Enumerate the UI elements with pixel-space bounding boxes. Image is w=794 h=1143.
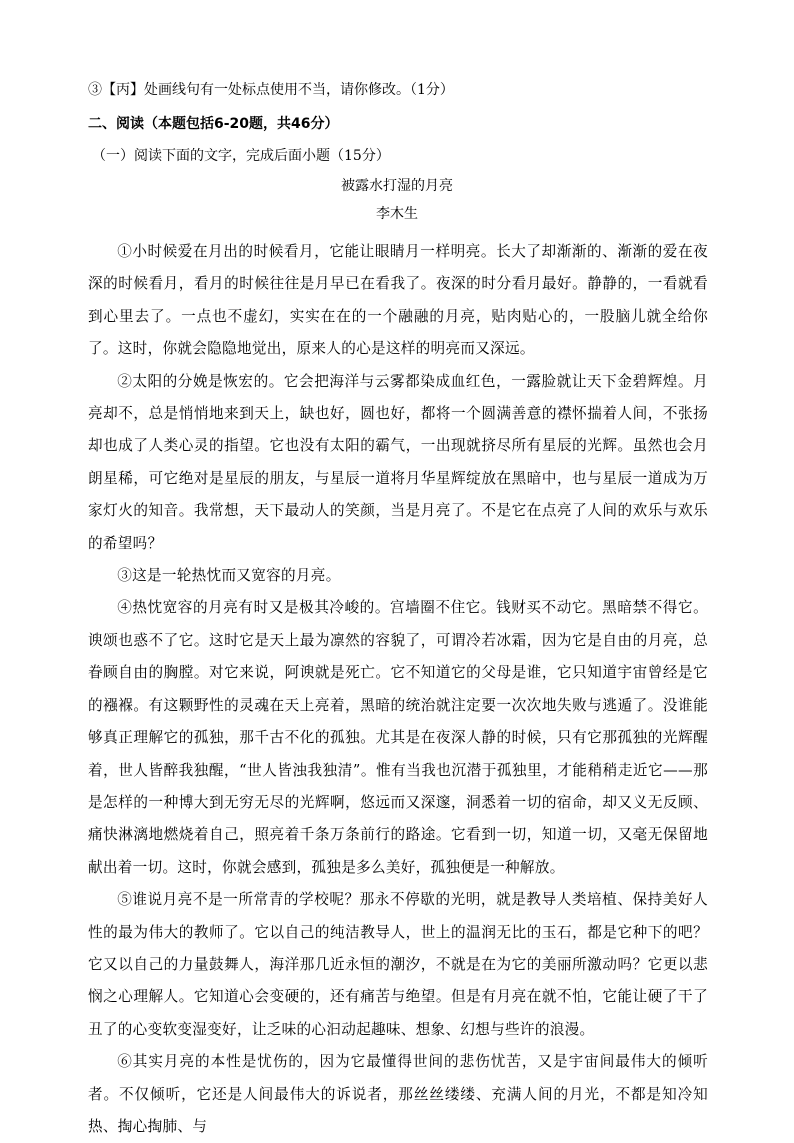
paragraph-2: ②太阳的分娩是恢宏的。它会把海洋与云雾都染成血红色，一露脸就让天下金碧辉煌。月亮却不，总是悄悄地来到天上，缺也好，圆也好，都将一个圆满善意的襟怀揣着人间，不张扬却也成了人类心灵的指望。它也没有太阳的霸气，一出现就挤尽所有星辰的光辉。虽然也会月朗星稀，可它绝对是星辰的朋友，与星辰一道将月华星辉绽放在黑暗中，也与星辰一道成为万家灯火的知音。我常想，天下最动人的笑颜，当是月亮了。不是它在点亮了人间的欢乐与欢乐的希望吗？ <box>88 372 708 552</box>
article-author: 李木生 <box>376 206 418 222</box>
paragraph-3: ③这是一轮热忱而又宽容的月亮。 <box>117 567 341 585</box>
question-line: ③【丙】处画线句有一处标点使用不当，请你修改。（1分） <box>88 82 454 98</box>
section-heading: 二、阅读（本题包括6-20题，共46分） <box>88 116 339 132</box>
article-title: 被露水打湿的月亮 <box>341 178 453 194</box>
paragraph-6: ⑥其实月亮的本性是忧伤的，因为它最懂得世间的悲伤忧苦，又是宇宙间最伟大的倾听者。不仅倾听，它还是人间最伟大的诉说者，那丝丝缕缕、充满人间的月光，不都是知冷知热、掏心掏肺、与 <box>88 1053 708 1135</box>
part-heading: （一）阅读下面的文字，完成后面小题（15分） <box>92 148 390 164</box>
paragraph-1: ①小时候爱在月出的时候看月，它能让眼睛月一样明亮。长大了却渐渐的、渐渐的爱在夜深的时候看月，看月的时候往往是月早已在看我了。夜深的时分看月最好。静静的，一看就看到心里去了。一点也不虚幻，实实在在的一个融融的月亮，贴肉贴心的，一股脑儿就全给你了。这时，你就会隐隐地觉出，原来人的心是这样的明亮而又深远。 <box>88 243 708 358</box>
article-body <box>88 236 708 1143</box>
paragraph-5: ⑤谁说月亮不是一所常青的学校呢？那永不停歇的光明，就是教导人类培植、保持美好人性的最为伟大的教师了。它以自己的纯洁教导人，世上的温润无比的玉石，都是它种下的吧？它又以自己的力量鼓舞人，海洋那几近永恒的潮汐，不就是在为它的美丽所激动吗？它更以悲悯之心理解人。它知道心会变硬的，还有痛苦与绝望。但是有月亮在就不怕，它能让硬了干了丑了的心变软变湿变好，让乏味的心汩动起趣味、想象、幻想与些许的浪漫。 <box>88 891 708 1038</box>
paragraph-4: ④热忱宽容的月亮有时又是极其冷峻的。宫墙圈不住它。钱财买不动它。黑暗禁不得它。谀颂也惑不了它。这时它是天上最为凛然的容貌了，可谓冷若冰霜，因为它是自由的月亮，总眷顾自由的胸膛。对它来说，阿谀就是死亡。它不知道它的父母是谁，它只知道宇宙曾经是它的襁褓。有这颗野性的灵魂在天上亮着，黑暗的统治就注定要一次次地失败与逃遁了。没谁能够真正理解它的孤独，那千古不化的孤独。尤其是在夜深人静的时候，只有它那孤独的光辉醒着，世人皆醉我独醒，“世人皆浊我独清”。惟有当我也沉潜于孤独里，才能稍稍走近它——那是怎样的一种博大到无穷无尽的光辉啊，悠远而又深邃，洞悉着一切的宿命，却又义无反顾、痛快淋漓地燃烧着自己，照亮着千条万条前行的路途。它看到一切，知道一切，又毫无保留地献出着一切。这时，你就会感到，孤独是多么美好，孤独便是一种解放。 <box>88 599 708 876</box>
